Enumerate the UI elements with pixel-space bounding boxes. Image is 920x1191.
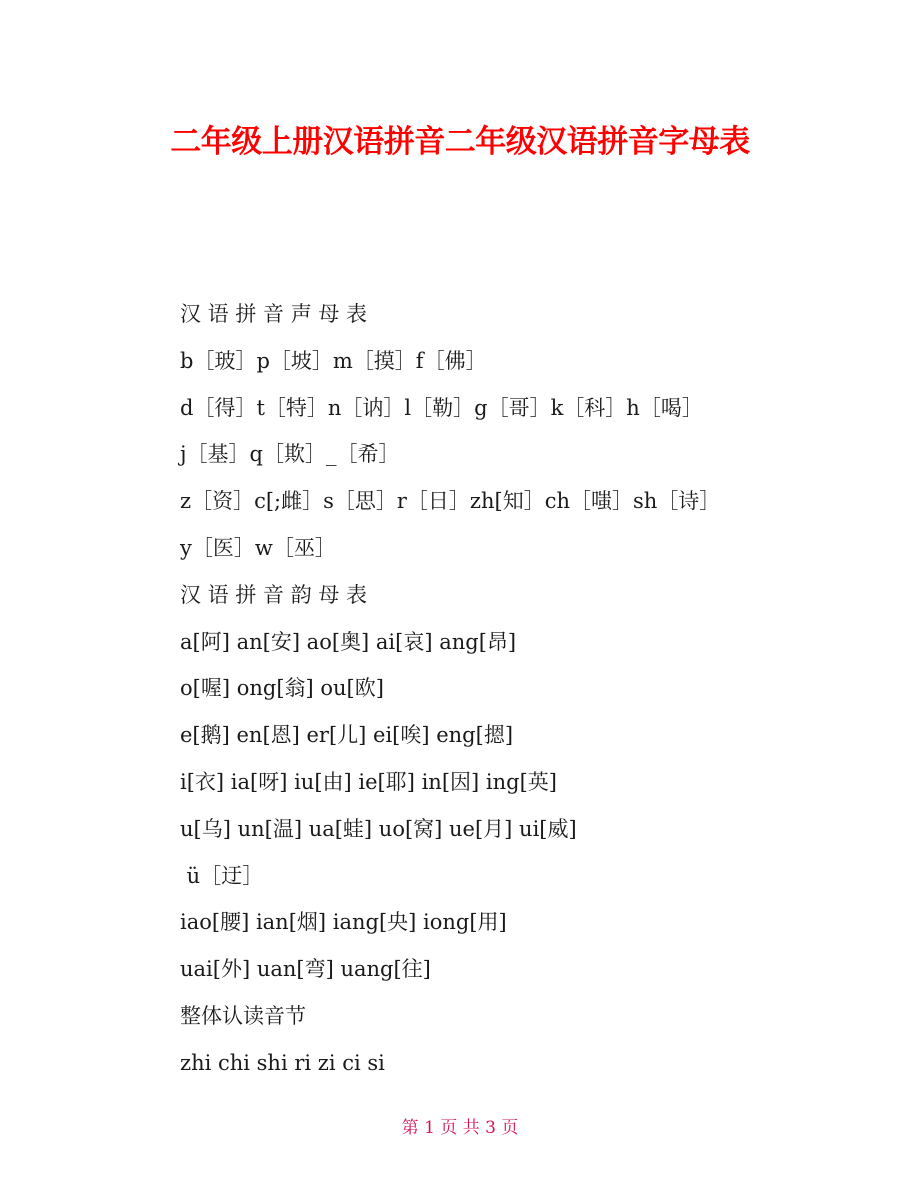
text-line: i[衣] ia[呀] iu[由] ie[耶] in[因] ing[英]: [180, 769, 557, 794]
text-line: o[喔] ong[翁] ou[欧]: [180, 676, 384, 701]
text-line: j［基］q［欺］_［希］: [180, 442, 400, 467]
text-line: d［得］t［特］n［讷］l［勒］g［哥］k［科］h［喝］: [180, 395, 703, 420]
text-line: z［资］c[;雌］s［思］r［日］zh[知］ch［嗤］sh［诗］: [180, 489, 721, 514]
section-heading-whole-syllables: 整体认读音节: [180, 1003, 306, 1028]
text-line: uai[外] uan[弯] uang[往]: [180, 957, 431, 982]
section-heading-finals: 汉 语 拼 音 韵 母 表: [180, 582, 368, 607]
section-heading-initials: 汉 语 拼 音 声 母 表: [180, 302, 368, 326]
text-line: b［玻］p［坡］m［摸］f［佛］: [180, 348, 487, 373]
text-line: ü［迂］: [180, 863, 264, 888]
document-body: [180, 297, 880, 1093]
text-line: y［医］w［巫］: [180, 535, 336, 560]
text-line: iao[腰] ian[烟] iang[央] iong[用]: [180, 910, 507, 935]
text-line: a[阿] an[安] ao[奥] ai[哀] ang[昂]: [180, 629, 517, 654]
page-number-footer: 第 1 页 共 3 页: [401, 1118, 519, 1138]
text-line: u[乌] un[温] ua[蛙] uo[窝] ue[月] ui[威]: [180, 816, 577, 841]
text-line: zhi chi shi ri zi ci si: [180, 1050, 385, 1075]
document-title: 二年级上册汉语拼音二年级汉语拼音字母表: [170, 124, 750, 160]
text-line: e[鹅] en[恩] er[儿] ei[唉] eng[摁]: [180, 723, 514, 748]
